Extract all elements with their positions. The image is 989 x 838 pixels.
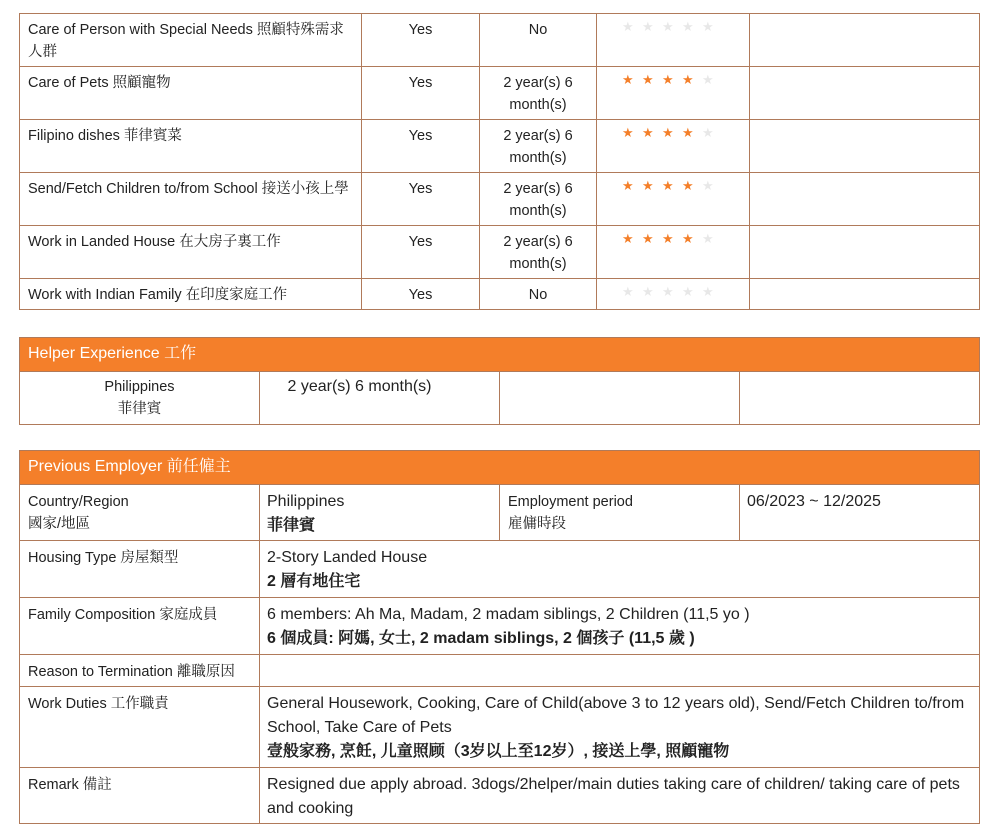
star-icon: ★: [642, 284, 654, 299]
skill-experience: 2 year(s) 6 month(s): [480, 226, 597, 279]
star-icon: ★: [622, 125, 634, 140]
country-label: [20, 485, 260, 541]
duties-value-en: General Housework, Cooking, Care of Child(above 3 to 12 years old), Send/Fetch Children to/from School, Take Care of Pets: [267, 695, 965, 736]
housing-row: [20, 541, 980, 598]
star-icon: ★: [682, 284, 694, 299]
experience-country-en: Philippines: [104, 379, 175, 395]
duties-value-zh: 壹般家務, 烹飪, 儿童照顾（3岁以上至12岁）, 接送上學, 照顧寵物: [267, 743, 730, 760]
country-value-en: Philippines: [267, 493, 345, 510]
experience-country: [20, 372, 260, 425]
family-value-zh: 6 個成員: 阿媽, 女士, 2 madam siblings, 2 個孩子 (11,5 歲 ): [267, 630, 695, 647]
skill-willing: Yes: [362, 173, 480, 226]
experience-country-zh: 菲律賓: [117, 401, 162, 417]
period-value: 06/2023 ~ 12/2025: [740, 485, 980, 541]
skill-experience: 2 year(s) 6 month(s): [480, 173, 597, 226]
country-value-zh: 菲律賓: [267, 517, 316, 534]
housing-value-en: 2-Story Landed House: [267, 549, 428, 566]
star-icon: ★: [702, 72, 714, 87]
star-icon: ★: [682, 231, 694, 246]
skill-row: [20, 279, 980, 310]
period-label-en: Employment period: [508, 494, 633, 510]
skill-rating: [597, 279, 750, 310]
remark-row: [20, 768, 980, 824]
skill-extra: [750, 67, 980, 120]
skills-table: [19, 13, 980, 310]
skill-name: Work with Indian Family 在印度家庭工作: [20, 279, 362, 310]
star-icon: ★: [642, 178, 654, 193]
helper-experience-header: Helper Experience 工作: [20, 338, 980, 372]
remark-label: Remark 備註: [20, 768, 260, 824]
star-icon: ★: [662, 19, 674, 34]
period-label-zh: 雇傭時段: [508, 516, 566, 532]
remark-value: Resigned due apply abroad. 3dogs/2helper/main duties taking care of children/ taking care of pets and cooking: [260, 768, 980, 824]
star-icon: ★: [662, 72, 674, 87]
skill-name: Filipino dishes 菲律賓菜: [20, 120, 362, 173]
skill-name: Send/Fetch Children to/from School 接送小孩上學: [20, 173, 362, 226]
skill-willing: Yes: [362, 67, 480, 120]
previous-employer-header: Previous Employer 前任僱主: [20, 451, 980, 485]
skill-row: [20, 120, 980, 173]
skill-rating: [597, 14, 750, 67]
duties-row: [20, 687, 980, 768]
duties-value: [260, 687, 980, 768]
skill-willing: Yes: [362, 226, 480, 279]
star-icon: ★: [642, 72, 654, 87]
skill-willing: Yes: [362, 14, 480, 67]
star-icon: ★: [662, 284, 674, 299]
experience-row: [20, 372, 980, 425]
star-icon: ★: [622, 19, 634, 34]
experience-empty-cell: [500, 372, 740, 425]
star-icon: ★: [622, 72, 634, 87]
star-icon: ★: [682, 19, 694, 34]
experience-empty-cell: [740, 372, 980, 425]
star-icon: ★: [702, 178, 714, 193]
star-icon: ★: [682, 125, 694, 140]
country-row: [20, 485, 980, 541]
star-icon: ★: [642, 19, 654, 34]
star-icon: ★: [662, 125, 674, 140]
skill-willing: Yes: [362, 279, 480, 310]
housing-label: Housing Type 房屋類型: [20, 541, 260, 598]
star-icon: ★: [622, 231, 634, 246]
period-label: [500, 485, 740, 541]
star-icon: ★: [702, 231, 714, 246]
family-value: [260, 598, 980, 655]
star-icon: ★: [702, 125, 714, 140]
country-value: [260, 485, 500, 541]
star-icon: ★: [662, 178, 674, 193]
country-label-zh: 國家/地區: [28, 516, 91, 532]
skill-rating: [597, 120, 750, 173]
skill-experience: 2 year(s) 6 month(s): [480, 120, 597, 173]
housing-value-zh: 2 層有地住宅: [267, 573, 361, 590]
skill-row: [20, 67, 980, 120]
skill-experience: 2 year(s) 6 month(s): [480, 67, 597, 120]
country-label-en: Country/Region: [28, 494, 129, 510]
skill-willing: Yes: [362, 120, 480, 173]
skill-experience: No: [480, 279, 597, 310]
skill-row: [20, 173, 980, 226]
previous-employer-table: [19, 450, 980, 824]
skill-extra: [750, 279, 980, 310]
experience-duration: 2 year(s) 6 month(s): [260, 372, 500, 425]
family-value-en: 6 members: Ah Ma, Madam, 2 madam siblings, 2 Children (11,5 yo ): [267, 606, 750, 623]
star-icon: ★: [642, 231, 654, 246]
skill-experience: No: [480, 14, 597, 67]
star-icon: ★: [702, 19, 714, 34]
star-icon: ★: [682, 178, 694, 193]
star-icon: ★: [622, 284, 634, 299]
reason-row: [20, 655, 980, 687]
star-icon: ★: [702, 284, 714, 299]
skill-extra: [750, 173, 980, 226]
duties-label: Work Duties 工作職責: [20, 687, 260, 768]
skill-name: Care of Person with Special Needs 照顧特殊需求人群: [20, 14, 362, 67]
star-icon: ★: [682, 72, 694, 87]
reason-value: [260, 655, 980, 687]
reason-label: Reason to Termination 離職原因: [20, 655, 260, 687]
skill-extra: [750, 226, 980, 279]
star-icon: ★: [622, 178, 634, 193]
skill-name: Care of Pets 照顧寵物: [20, 67, 362, 120]
skill-rating: [597, 226, 750, 279]
skill-extra: [750, 14, 980, 67]
skill-rating: [597, 67, 750, 120]
housing-value: [260, 541, 980, 598]
family-row: [20, 598, 980, 655]
skill-rating: [597, 173, 750, 226]
skill-extra: [750, 120, 980, 173]
family-label: Family Composition 家庭成員: [20, 598, 260, 655]
star-icon: ★: [642, 125, 654, 140]
star-icon: ★: [662, 231, 674, 246]
skill-name: Work in Landed House 在大房子裏工作: [20, 226, 362, 279]
skill-row: [20, 14, 980, 67]
skill-row: [20, 226, 980, 279]
helper-experience-table: [19, 337, 980, 425]
